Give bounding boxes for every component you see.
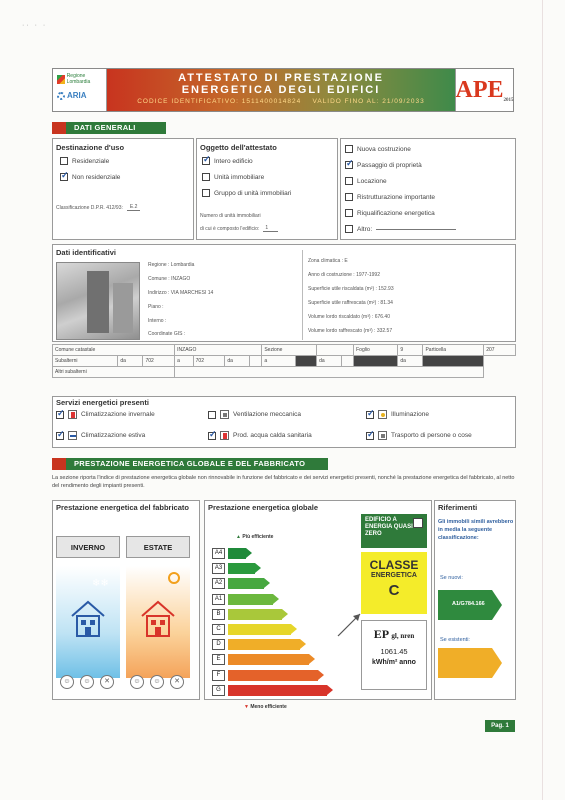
ep-unit: kWh/m² anno bbox=[372, 659, 416, 666]
classificazione-label: Classificazione D.P.R. 412/93: bbox=[56, 204, 123, 211]
energy-class-label-a1: A1 bbox=[212, 594, 225, 605]
building-photo bbox=[56, 262, 140, 340]
anno-costruzione-text: Anno di costruzione : 1977-1992 bbox=[308, 272, 380, 278]
globale-title: Prestazione energetica globale bbox=[208, 503, 319, 512]
comune-catastale-label: Comune catastale bbox=[53, 345, 175, 356]
comune-text: Comune : INZAGO bbox=[148, 276, 191, 282]
ristrutturazione-label: Ristrutturazione importante bbox=[357, 193, 436, 201]
scan-edge bbox=[542, 0, 543, 800]
energy-class-bar-b bbox=[228, 609, 282, 620]
classificazione-value: E.2 bbox=[127, 204, 141, 211]
locazione-label: Locazione bbox=[357, 177, 387, 185]
superficie-raffrescata-text: Superficie utile raffrescata (m²) : 81.34 bbox=[308, 300, 393, 306]
section-prestazione: PRESTAZIONE ENERGETICA GLOBALE E DEL FABBRICATO bbox=[52, 458, 328, 470]
sub-a-label-2: a bbox=[262, 356, 295, 367]
bulb-icon bbox=[378, 410, 387, 419]
ventilazione-checkbox[interactable] bbox=[208, 411, 216, 419]
esistenti-class-arrow bbox=[438, 648, 502, 678]
servizi-title: Servizi energetici presenti bbox=[56, 398, 149, 407]
ep-label: EP bbox=[373, 627, 389, 641]
catasto-table bbox=[52, 344, 516, 378]
lombardia-logo-icon bbox=[57, 75, 65, 84]
trasporto-checkbox[interactable] bbox=[366, 432, 374, 440]
sub-da-label-3: da bbox=[317, 356, 342, 367]
sezione-label: Sezione bbox=[262, 345, 317, 356]
sub-da-label-4: da bbox=[398, 356, 423, 367]
sub-a-value: 702 bbox=[193, 356, 225, 367]
energy-class-bar-f bbox=[228, 670, 318, 681]
gruppo-unita-checkbox[interactable] bbox=[202, 189, 210, 197]
riqualificazione-checkbox[interactable] bbox=[345, 209, 353, 217]
nzeb-checkbox[interactable] bbox=[413, 518, 423, 528]
non-residenziale-label: Non residenziale bbox=[72, 173, 121, 181]
codice-line bbox=[107, 98, 455, 105]
codice-value: 1511400014824 bbox=[241, 98, 302, 105]
energy-class-bar-a4 bbox=[228, 548, 246, 559]
meno-efficiente-label bbox=[244, 704, 287, 710]
classe-label: CLASSE bbox=[369, 558, 419, 572]
particella-label: Particella bbox=[423, 345, 484, 356]
sub-cell-dark bbox=[354, 356, 398, 367]
photo-building-shape-2 bbox=[113, 283, 133, 333]
sun-icon bbox=[168, 572, 180, 584]
coordinate-text: Coordinate GIS : bbox=[148, 331, 186, 337]
smiley-icon: ☺ bbox=[60, 675, 74, 689]
sezione-value bbox=[317, 345, 354, 356]
altro-field[interactable] bbox=[376, 229, 456, 230]
energy-class-bar-e bbox=[228, 654, 309, 665]
meno-efficiente-text: Meno efficiente bbox=[250, 704, 287, 710]
numero-unita-label: Numero di unità immobiliari bbox=[200, 213, 261, 219]
residenziale-label: Residenziale bbox=[72, 157, 110, 165]
nuova-costruzione-checkbox[interactable] bbox=[345, 145, 353, 153]
clim-estiva-checkbox[interactable] bbox=[56, 432, 64, 440]
volume-riscaldato-text: Volume lordo riscaldato (m³) : 676.40 bbox=[308, 314, 390, 320]
residenziale-checkbox[interactable] bbox=[60, 157, 68, 165]
piu-efficiente-label bbox=[236, 534, 273, 540]
intero-edificio-label: Intero edificio bbox=[214, 157, 253, 165]
valido-value: 21/09/2033 bbox=[382, 98, 425, 105]
clim-invernale-label: Climatizzazione invernale bbox=[81, 411, 155, 418]
fabbricato-title: Prestazione energetica del fabbricato bbox=[56, 503, 189, 512]
water-heater-icon bbox=[220, 431, 229, 440]
nzeb-label: EDIFICIO A ENERGIA QUASI ZERO bbox=[365, 517, 413, 537]
energy-class-bar-c bbox=[228, 624, 291, 635]
sub-da-label: da bbox=[118, 356, 143, 367]
riqualificazione-label: Riqualificazione energetica bbox=[357, 209, 435, 217]
energy-class-label-e: E bbox=[212, 654, 225, 665]
unita-immobiliare-checkbox[interactable] bbox=[202, 173, 210, 181]
house-winter-icon bbox=[70, 598, 106, 638]
energy-class-label-f: F bbox=[212, 670, 225, 681]
intero-edificio-checkbox[interactable] bbox=[202, 157, 210, 165]
photo-building-shape bbox=[87, 271, 109, 333]
snowflake-icon: ❄❄ bbox=[92, 578, 109, 589]
scan-specks: ·· · · bbox=[22, 22, 48, 29]
classe-value: C bbox=[388, 582, 400, 599]
ac-icon bbox=[68, 431, 77, 440]
ape-logo-sub: 2015 bbox=[503, 98, 514, 103]
energy-class-label-a2: A2 bbox=[212, 578, 225, 589]
energy-class-bar-a3 bbox=[228, 563, 255, 574]
house-summer-icon bbox=[140, 598, 176, 638]
destinazione-title: Destinazione d'uso bbox=[56, 143, 125, 152]
smiley-sad-icon: ✕ bbox=[170, 675, 184, 689]
energy-class-label-d: D bbox=[212, 639, 225, 650]
radiator-icon bbox=[68, 410, 77, 419]
sub-cell bbox=[342, 356, 354, 367]
altri-subalterni-label: Altri subalterni bbox=[53, 367, 175, 378]
composto-value: 1 bbox=[263, 225, 278, 232]
foglio-label: Foglio bbox=[354, 345, 398, 356]
class-pointer-arrow-icon bbox=[336, 612, 362, 638]
ristrutturazione-checkbox[interactable] bbox=[345, 193, 353, 201]
foglio-value: 9 bbox=[398, 345, 423, 356]
volume-raffrescato-text: Volume lordo raffrescato (m³) : 332.57 bbox=[308, 328, 393, 334]
down-arrow-icon: ▼ bbox=[244, 704, 249, 710]
piu-efficiente-text: Più efficiente bbox=[242, 534, 274, 540]
nzeb-box bbox=[361, 514, 427, 548]
energy-class-label-a3: A3 bbox=[212, 563, 225, 574]
destinazione-box bbox=[52, 138, 194, 240]
indirizzo-text: Indirizzo : VIA MARCHESI 14 bbox=[148, 290, 214, 296]
superficie-riscaldata-text: Superficie utile riscaldata (m²) : 152.93 bbox=[308, 286, 394, 292]
aria-logo-icon bbox=[57, 92, 65, 100]
page-number: Pag. 1 bbox=[485, 720, 515, 732]
energy-class-label-b: B bbox=[212, 609, 225, 620]
ape-logo bbox=[455, 69, 513, 111]
fan-icon bbox=[220, 410, 229, 419]
comune-catastale-value: INZAGO bbox=[175, 345, 262, 356]
ep-value: 1061.45 bbox=[380, 647, 408, 656]
illuminazione-checkbox[interactable] bbox=[366, 411, 374, 419]
logo-aria-text: ARIA bbox=[67, 91, 87, 100]
divider bbox=[302, 250, 303, 340]
energetica-label: ENERGETICA bbox=[371, 572, 417, 579]
se-nuovi-label: Se nuovi: bbox=[440, 575, 463, 581]
interno-text: Interno : bbox=[148, 318, 167, 324]
ep-box bbox=[361, 620, 427, 690]
dati-identificativi-title: Dati identificativi bbox=[56, 248, 117, 257]
zona-climatica-text: Zona climatica : E bbox=[308, 258, 348, 264]
riferimenti-title: Riferimenti bbox=[438, 503, 478, 512]
classe-box bbox=[361, 552, 427, 614]
prestazione-intro: La sezione riporta l'indice di prestazione energetica globale non rinnovabile in funzione del fabbricato e dei servizi energetici presenti, nonché la prestazione energetica del fabbricato, al netto del rendimento degli impianti presenti. bbox=[52, 475, 515, 489]
regione-text: Regione : Lombardia bbox=[148, 262, 195, 268]
regione-logo bbox=[53, 69, 107, 111]
document-header bbox=[52, 68, 514, 112]
up-arrow-icon: ▲ bbox=[236, 534, 241, 540]
energy-class-bar-d bbox=[228, 639, 300, 650]
title-line-1: ATTESTATO DI PRESTAZIONE bbox=[178, 72, 384, 84]
ape-logo-text: APE bbox=[455, 76, 504, 103]
sub-cell bbox=[250, 356, 262, 367]
inverno-header: INVERNO bbox=[56, 536, 120, 558]
title-line-2: ENERGETICA DEGLI EDIFICI bbox=[181, 84, 381, 96]
trasporto-label: Trasporto di persone o cose bbox=[391, 432, 472, 439]
smiley-icon: ☺ bbox=[130, 675, 144, 689]
clim-invernale-checkbox[interactable] bbox=[56, 411, 64, 419]
energy-class-label-a4: A4 bbox=[212, 548, 225, 559]
logo-region-text: Regione Lombardia bbox=[66, 73, 91, 85]
se-nuovi-value: A1/G784.166 bbox=[452, 601, 485, 607]
sub-cell-dark bbox=[295, 356, 316, 367]
riferimenti-text: Gli immobili simili avrebbero in media la seguente classificazione: bbox=[438, 519, 514, 541]
smiley-neutral-icon: ☺ bbox=[80, 675, 94, 689]
energy-class-bar-a2 bbox=[228, 578, 264, 589]
ep-sub: gl, nren bbox=[391, 632, 415, 640]
acqua-calda-label: Prod. acqua calda sanitaria bbox=[233, 432, 312, 439]
clim-estiva-label: Climatizzazione estiva bbox=[81, 432, 146, 439]
non-residenziale-checkbox[interactable] bbox=[60, 173, 68, 181]
unita-immobiliare-label: Unità immobiliare bbox=[214, 173, 265, 181]
nuova-costruzione-label: Nuova costruzione bbox=[357, 145, 411, 153]
energy-class-bar-a1 bbox=[228, 594, 273, 605]
altri-subalterni-value bbox=[175, 367, 484, 378]
passaggio-proprieta-checkbox[interactable] bbox=[345, 161, 353, 169]
illuminazione-label: Illuminazione bbox=[391, 411, 429, 418]
codice-label: CODICE IDENTIFICATIVO: bbox=[137, 98, 239, 105]
sub-a-label: a bbox=[175, 356, 193, 367]
passaggio-proprieta-label: Passaggio di proprietà bbox=[357, 161, 422, 169]
estate-header: ESTATE bbox=[126, 536, 190, 558]
section-dati-generali: DATI GENERALI bbox=[52, 122, 166, 134]
smiley-sad-icon: ✕ bbox=[100, 675, 114, 689]
ventilazione-label: Ventilazione meccanica bbox=[233, 411, 301, 418]
title-banner bbox=[107, 69, 455, 111]
valido-label: VALIDO FINO AL: bbox=[312, 98, 380, 105]
inverno-panel bbox=[56, 566, 120, 678]
altro-label: Altro: bbox=[357, 225, 373, 233]
gruppo-unita-label: Gruppo di unità immobiliari bbox=[214, 189, 292, 197]
sub-da-value: 702 bbox=[143, 356, 175, 367]
energy-class-label-c: C bbox=[212, 624, 225, 635]
particella-value: 207 bbox=[484, 345, 516, 356]
composto-label: di cui è composto l'edificio: bbox=[200, 225, 260, 232]
locazione-checkbox[interactable] bbox=[345, 177, 353, 185]
estate-panel bbox=[126, 566, 190, 678]
energy-class-bar-g bbox=[228, 685, 327, 696]
se-esistenti-label: Se esistenti: bbox=[440, 637, 470, 643]
smiley-neutral-icon: ☺ bbox=[150, 675, 164, 689]
altro-checkbox[interactable] bbox=[345, 225, 353, 233]
sub-da-label-2: da bbox=[225, 356, 250, 367]
acqua-calda-checkbox[interactable] bbox=[208, 432, 216, 440]
oggetto-title: Oggetto dell'attestato bbox=[200, 143, 277, 152]
piano-text: Piano : bbox=[148, 304, 164, 310]
subalterni-label: Subalterni bbox=[53, 356, 118, 367]
lift-icon bbox=[378, 431, 387, 440]
sub-cell-dark bbox=[423, 356, 484, 367]
energy-class-label-g: G bbox=[212, 685, 225, 696]
